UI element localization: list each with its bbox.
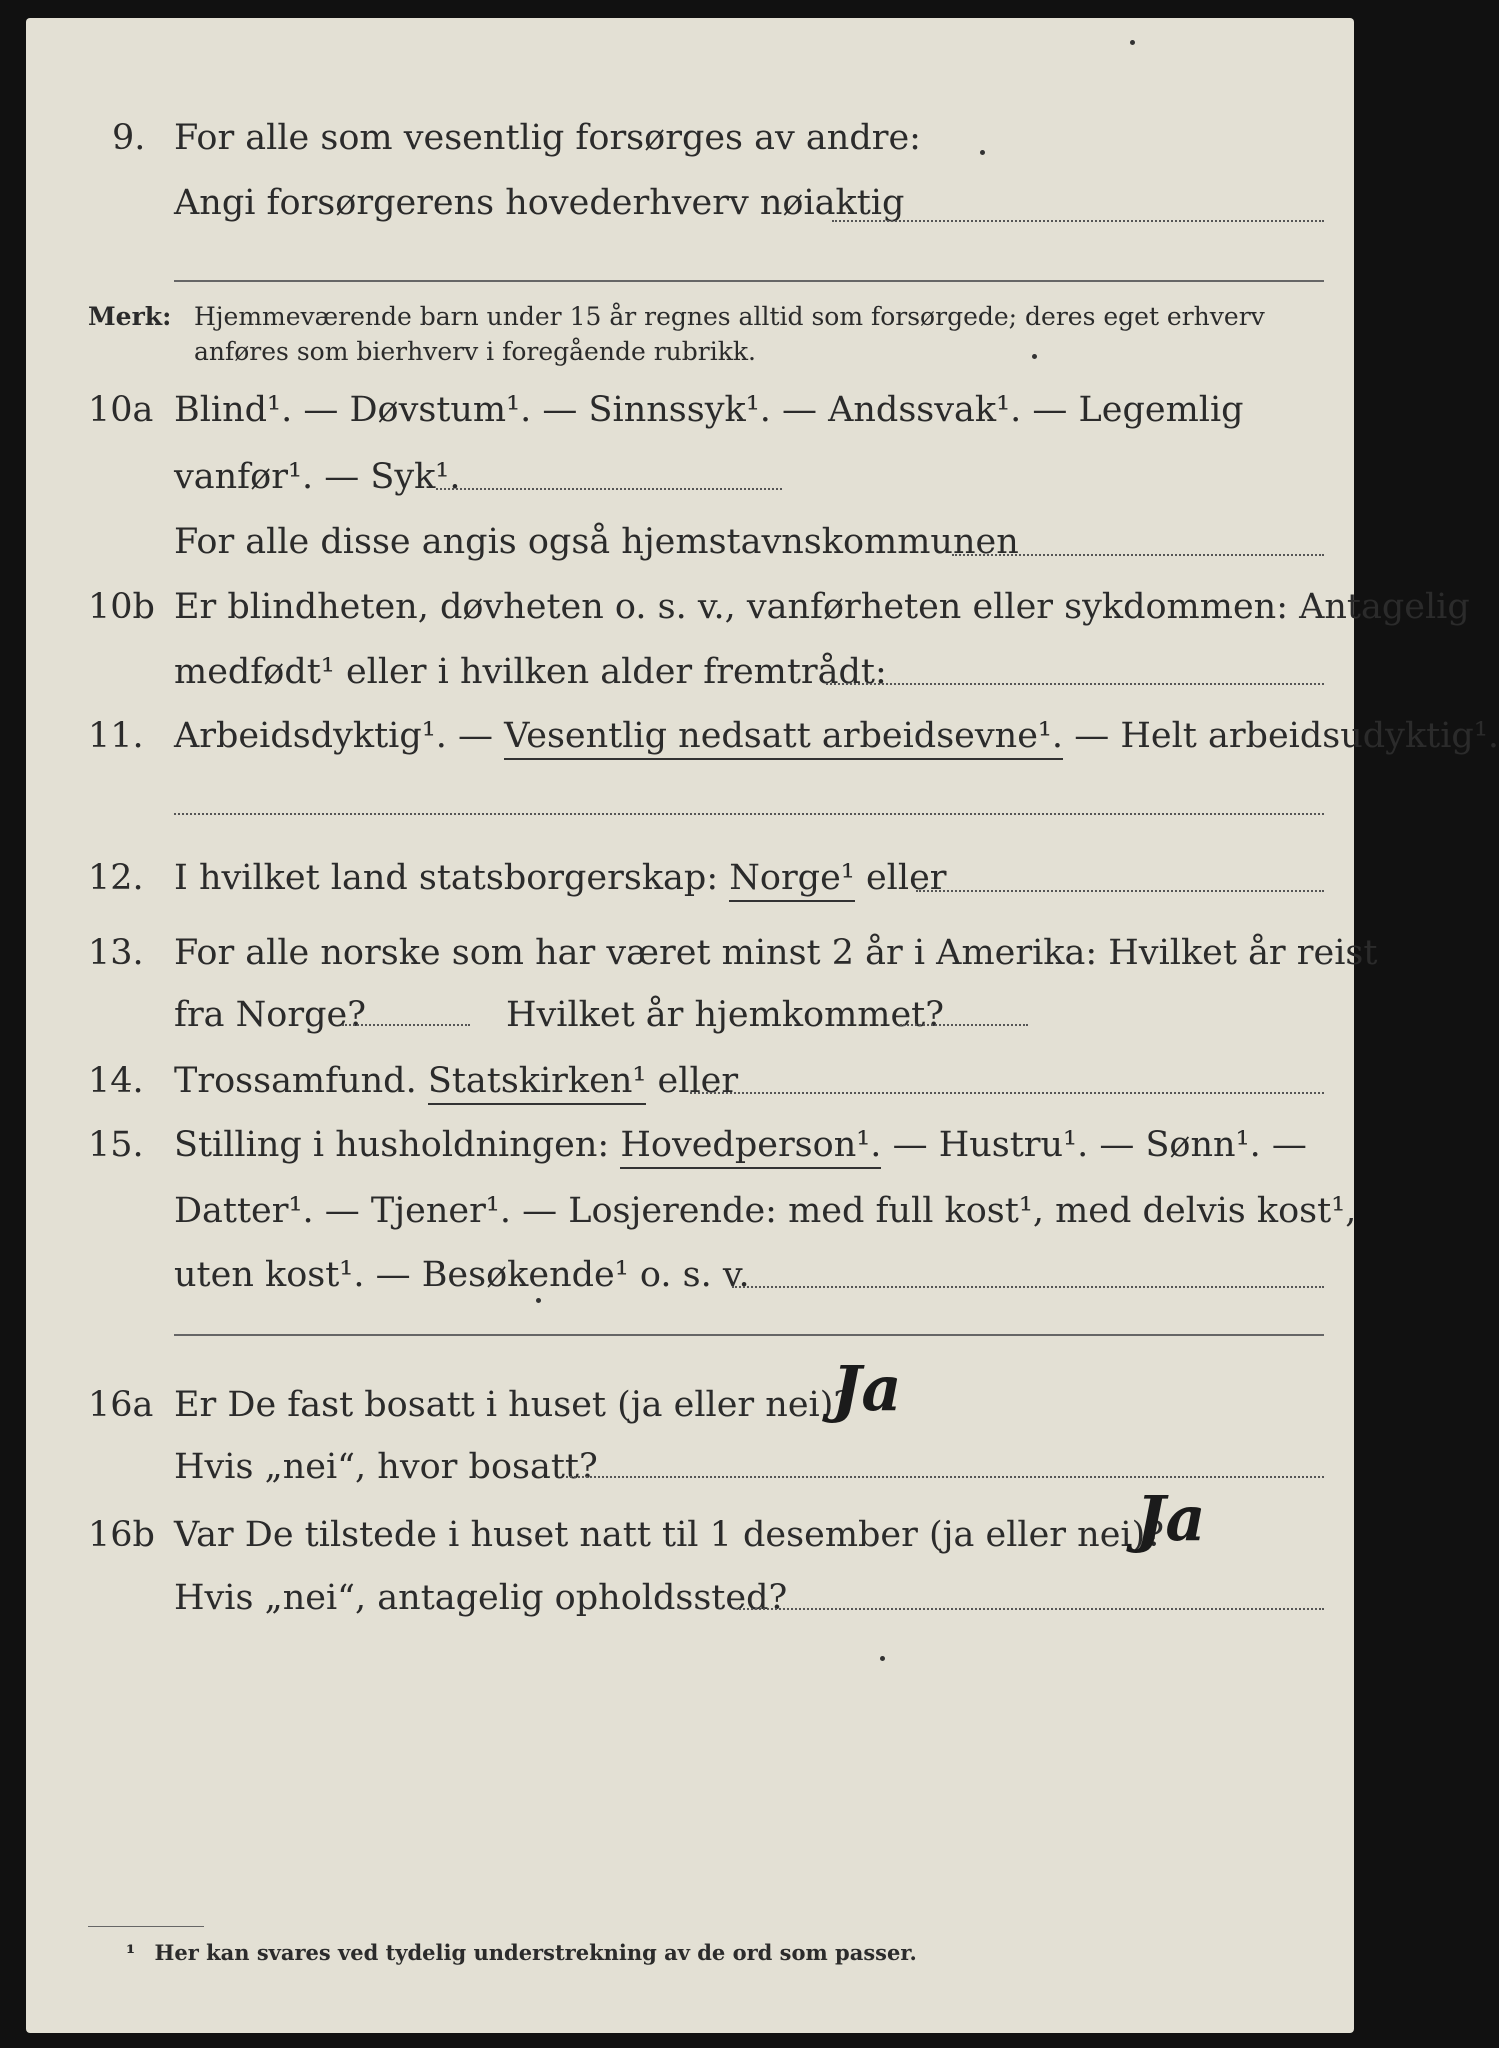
q12-number: 12. xyxy=(88,858,144,898)
scan-speck xyxy=(980,150,985,155)
q12-post: eller xyxy=(865,858,947,898)
q12-pre: I hvilket land statsborgerskap: xyxy=(174,858,719,898)
footnote-mark: ¹ xyxy=(126,1940,136,1965)
q13-hjemkommet-field[interactable] xyxy=(900,1024,1028,1026)
q10a-line2: vanfør¹. — Syk¹. xyxy=(174,457,461,497)
q10b-line2: medfødt¹ eller i hvilken alder fremtrådt: xyxy=(174,652,887,692)
q10a-syk-field[interactable] xyxy=(436,488,782,490)
q10b-line1: Er blindheten, døvheten o. s. v., vanførheten eller sykdommen: Antagelig xyxy=(174,587,1470,627)
q16b-line2: Hvis „nei“, antagelig opholdssted? xyxy=(174,1578,788,1618)
q11-pre: Arbeidsdyktig¹. — xyxy=(174,716,494,756)
q10b-answer-field[interactable] xyxy=(826,683,1324,685)
q14-line xyxy=(174,1061,739,1101)
q15-line3: uten kost¹. — Besøkende¹ o. s. v. xyxy=(174,1255,750,1295)
q13-number: 13. xyxy=(88,933,144,973)
q15-line2: Datter¹. — Tjener¹. — Losjerende: med full kost¹, med delvis kost¹, xyxy=(174,1191,1357,1231)
footnote-rule xyxy=(88,1926,204,1927)
q11-line xyxy=(174,716,1499,756)
q9-number: 9. xyxy=(112,118,146,158)
q13-line1: For alle norske som har været minst 2 år i Amerika: Hvilket år reist xyxy=(174,933,1378,973)
q15-number: 15. xyxy=(88,1125,144,1165)
q16a-number: 16a xyxy=(88,1385,154,1425)
q15-post: — Hustru¹. — Sønn¹. — xyxy=(892,1125,1307,1165)
q16a-handwritten-answer: Ja xyxy=(832,1352,902,1425)
q10b-number: 10b xyxy=(88,587,155,627)
q11-post: — Helt arbeidsudyktig¹. xyxy=(1074,716,1499,756)
q9-line1: For alle som vesentlig forsørges av andre: xyxy=(174,118,921,158)
q15-answer-field[interactable] xyxy=(732,1286,1324,1288)
census-form-page xyxy=(26,18,1499,2033)
q13-reist-field[interactable] xyxy=(342,1024,470,1026)
q13-line2a: fra Norge? xyxy=(174,995,366,1035)
q10a-number: 10a xyxy=(88,390,154,430)
q16b-line1: Var De tilstede i huset natt til 1 desember (ja eller nei)? xyxy=(174,1515,1165,1555)
q9-answer-field[interactable] xyxy=(832,220,1324,222)
scan-speck xyxy=(1032,354,1037,359)
q14-answer-field[interactable] xyxy=(690,1092,1324,1094)
q11-answer-field[interactable] xyxy=(174,813,1324,815)
scan-speck xyxy=(536,1298,541,1303)
q16b-number: 16b xyxy=(88,1515,155,1555)
q13-line2b: Hvilket år hjemkommet? xyxy=(506,995,945,1035)
q12-underlined-option: Norge¹ xyxy=(729,858,855,902)
q16b-handwritten-answer: Ja xyxy=(1136,1482,1206,1555)
q15-pre: Stilling i husholdningen: xyxy=(174,1125,610,1165)
footnote xyxy=(126,1940,917,1965)
q16b-opholdssted-field[interactable] xyxy=(736,1608,1324,1610)
q14-number: 14. xyxy=(88,1061,144,1101)
q15-rule xyxy=(174,1334,1324,1336)
q16a-line2: Hvis „nei“, hvor bosatt? xyxy=(174,1447,598,1487)
q10a-line3: For alle disse angis også hjemstavnskommunen xyxy=(174,522,1019,562)
merk-line2: anføres som bierhverv i foregående rubrikk. xyxy=(194,337,756,366)
merk-label: Merk: xyxy=(88,302,172,331)
q15-underlined-option: Hovedperson¹. xyxy=(620,1125,881,1169)
q9-rule xyxy=(174,280,1324,282)
scan-speck xyxy=(880,1656,885,1661)
q14-underlined-option: Statskirken¹ xyxy=(428,1061,647,1105)
q16a-bosatt-field[interactable] xyxy=(566,1476,1324,1478)
footnote-text: Her kan svares ved tydelig understrekning av de ord som passer. xyxy=(154,1940,917,1965)
scan-speck xyxy=(1130,40,1135,45)
q14-post: eller xyxy=(657,1061,739,1101)
q10a-hjemstavn-field[interactable] xyxy=(952,554,1324,556)
q16a-line1: Er De fast bosatt i huset (ja eller nei)? xyxy=(174,1385,853,1425)
q14-pre: Trossamfund. xyxy=(174,1061,417,1101)
q11-number: 11. xyxy=(88,716,144,756)
q12-answer-field[interactable] xyxy=(916,890,1324,892)
q9-line2: Angi forsørgerens hovederhverv nøiaktig xyxy=(174,183,905,223)
q11-underlined-option: Vesentlig nedsatt arbeidsevne¹. xyxy=(504,716,1063,760)
q10a-line1: Blind¹. — Døvstum¹. — Sinnssyk¹. — Andssvak¹. — Legemlig xyxy=(174,390,1244,430)
q12-line xyxy=(174,858,947,898)
q15-line1 xyxy=(174,1125,1307,1165)
merk-line1: Hjemmeværende barn under 15 år regnes alltid som forsørgede; deres eget erhverv xyxy=(194,302,1265,331)
